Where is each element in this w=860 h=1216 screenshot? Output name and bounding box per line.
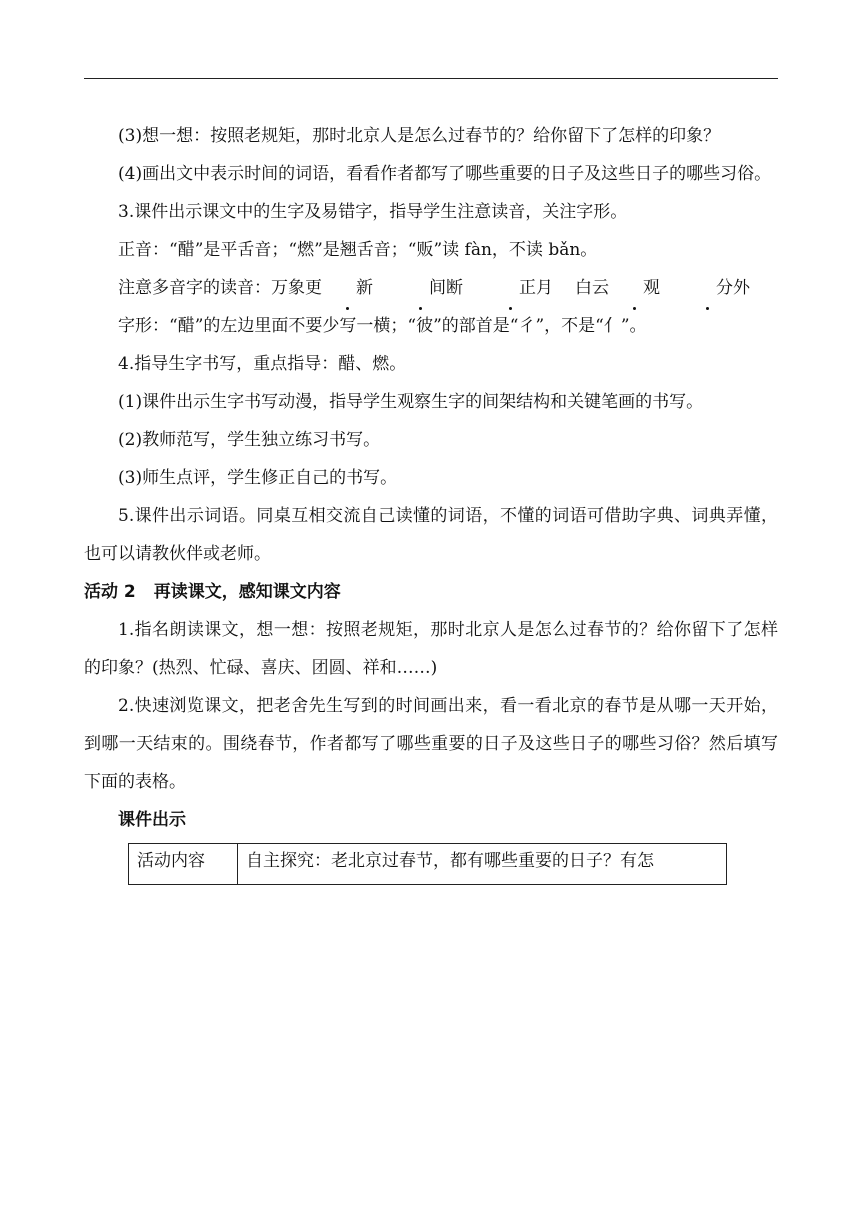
paragraph: 3.课件出示课文中的生字及易错字，指导学生注意读音，关注字形。 <box>118 202 628 222</box>
dotted-char: 新 <box>322 269 373 307</box>
table-row <box>129 844 727 885</box>
dotted-char: 分 <box>682 269 733 307</box>
paragraph: (1)课件出示生字书写动漫，指导学生观察生字的间架结构和关键笔画的书写。 <box>118 392 704 412</box>
courseware-label: 课件出示 <box>118 810 186 830</box>
paragraph: 字形：“醋”的左边里面不要少写一横；“彼”的部首是“彳”，不是“亻”。 <box>118 316 647 336</box>
dotted-char: 间 <box>395 269 446 307</box>
document-body <box>84 117 778 885</box>
polyphonic-label: 注意多音字的读音： <box>118 278 271 298</box>
polyphonic-word: 分外 <box>682 278 750 298</box>
courseware-table <box>128 843 727 885</box>
paragraph: 2.快速浏览课文，把老舍先生写到的时间画出来，看一看北京的春节是从哪一天开始，到哪一天结束的。围绕春节，作者都写了哪些重要的日子及这些日子的哪些习俗？然后填写下面的表格。 <box>84 696 778 792</box>
paragraph: (3)想一想：按照老规矩，那时北京人是怎么过春节的？给你留下了怎样的印象？ <box>118 126 721 146</box>
polyphonic-line <box>84 269 778 307</box>
paragraph: (2)教师范写，学生独立练习书写。 <box>118 430 381 450</box>
activity-heading <box>84 573 778 611</box>
table-cell: 自主探究：老北京过春节，都有哪些重要的日子？有怎 <box>238 844 727 885</box>
paragraph: 5.课件出示词语。同桌互相交流自己读懂的词语，不懂的词语可借助字典、词典弄懂，也可以请教伙伴或老师。 <box>84 506 778 564</box>
polyphonic-word: 间断 <box>395 278 463 298</box>
dotted-char: 正 <box>485 269 536 307</box>
activity-title: 再读课文，感知课文内容 <box>153 582 341 602</box>
polyphonic-word: 正月 <box>485 278 553 298</box>
table-cell: 活动内容 <box>129 844 238 885</box>
polyphonic-word: 万象更 新 <box>271 278 373 298</box>
activity-label: 活动 2 <box>84 582 136 602</box>
paragraph: 4.指导生字书写，重点指导：醋、燃。 <box>118 354 407 374</box>
paragraph: 正音：“醋”是平舌音；“燃”是翘舌音；“贩”读 fàn，不读 bǎn。 <box>118 240 598 260</box>
paragraph: (3)师生点评，学生修正自己的书写。 <box>118 468 398 488</box>
polyphonic-word: 白云 观 <box>575 278 660 298</box>
dotted-char: 观 <box>609 269 660 307</box>
header-rule <box>84 78 778 79</box>
paragraph: 1.指名朗读课文，想一想：按照老规矩，那时北京人是怎么过春节的？给你留下了怎样的印象？(热烈、忙碌、喜庆、团圆、祥和……) <box>84 620 778 678</box>
paragraph: (4)画出文中表示时间的词语，看看作者都写了哪些重要的日子及这些日子的哪些习俗。 <box>118 164 772 184</box>
